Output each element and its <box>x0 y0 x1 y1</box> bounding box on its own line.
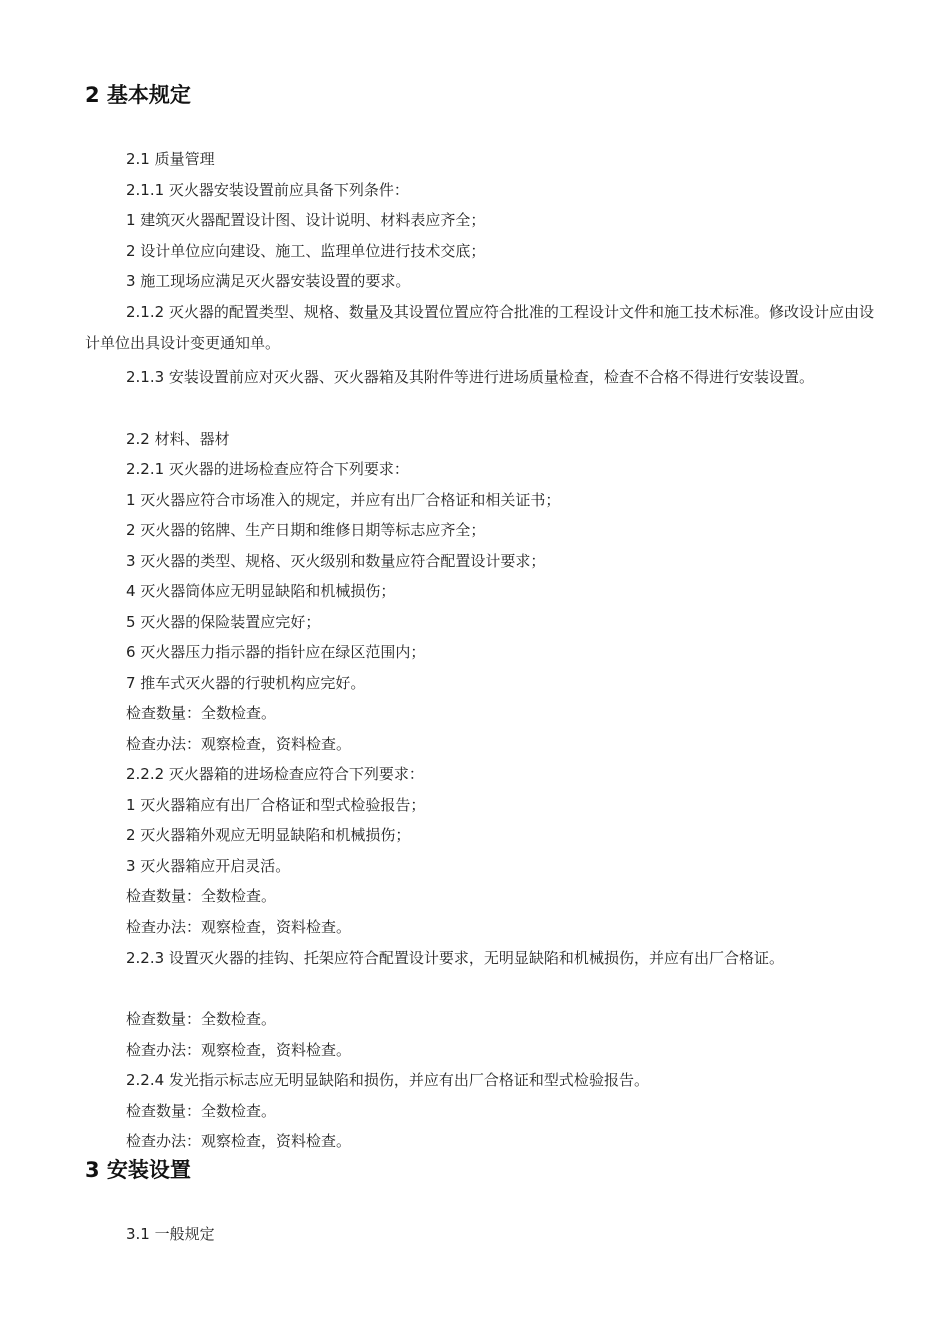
clause-2-1-1: 2.1.1 灭火器安装设置前应具备下列条件： <box>126 181 409 199</box>
clause-2-2-4: 2.2.4 发光指示标志应无明显缺陷和损伤，并应有出厂合格证和型式检验报告。 <box>126 1071 649 1089</box>
clause-2-2-2: 2.2.2 灭火器箱的进场检查应符合下列要求： <box>126 765 424 783</box>
item-2-1-1-2: 2 设计单位应向建设、施工、监理单位进行技术交底； <box>126 242 486 260</box>
inspect-quantity-3: 检查数量：全数检查。 <box>126 1010 277 1028</box>
item-2-1-1-1: 1 建筑灭火器配置设计图、设计说明、材料表应齐全； <box>126 211 486 229</box>
inspect-method-4: 检查办法：观察检查，资料检查。 <box>126 1132 352 1150</box>
item-2-2-1-1: 1 灭火器应符合市场准入的规定，并应有出厂合格证和相关证书； <box>126 491 561 509</box>
inspect-method-2: 检查办法：观察检查，资料检查。 <box>126 918 352 936</box>
item-2-2-1-5: 5 灭火器的保险装置应完好； <box>126 613 321 631</box>
item-2-1-1-3: 3 施工现场应满足灭火器安装设置的要求。 <box>126 272 411 290</box>
item-2-2-1-4: 4 灭火器筒体应无明显缺陷和机械损伤； <box>126 582 396 600</box>
item-2-2-1-3: 3 灭火器的类型、规格、灭火级别和数量应符合配置设计要求； <box>126 552 546 570</box>
section-2-heading: 2 基本规定 <box>85 83 191 107</box>
heading-2-1: 2.1 质量管理 <box>126 150 215 168</box>
heading-2-2: 2.2 材料、器材 <box>126 430 230 448</box>
inspect-quantity-2: 检查数量：全数检查。 <box>126 887 277 905</box>
section-3-heading: 3 安装设置 <box>85 1158 191 1182</box>
inspect-quantity-4: 检查数量：全数检查。 <box>126 1102 277 1120</box>
inspect-quantity-1: 检查数量：全数检查。 <box>126 704 277 722</box>
item-2-2-2-3: 3 灭火器箱应开启灵活。 <box>126 857 291 875</box>
inspect-method-1: 检查办法：观察检查，资料检查。 <box>126 735 352 753</box>
item-2-2-1-6: 6 灭火器压力指示器的指针应在绿区范围内； <box>126 643 426 661</box>
heading-3-1: 3.1 一般规定 <box>126 1225 215 1243</box>
clause-2-2-1: 2.2.1 灭火器的进场检查应符合下列要求： <box>126 460 409 478</box>
item-2-2-2-1: 1 灭火器箱应有出厂合格证和型式检验报告； <box>126 796 426 814</box>
inspect-method-3: 检查办法：观察检查，资料检查。 <box>126 1041 352 1059</box>
clause-2-2-3: 2.2.3 设置灭火器的挂钩、托架应符合配置设计要求，无明显缺陷和机械损伤，并应有出厂合格证。 <box>126 949 784 967</box>
item-2-2-1-7: 7 推车式灭火器的行驶机构应完好。 <box>126 674 366 692</box>
clause-2-1-3: 2.1.3 安装设置前应对灭火器、灭火器箱及其附件等进行进场质量检查，检查不合格不得进行安装设置。 <box>126 368 814 386</box>
item-2-2-2-2: 2 灭火器箱外观应无明显缺陷和机械损伤； <box>126 826 411 844</box>
item-2-2-1-2: 2 灭火器的铭牌、生产日期和维修日期等标志应齐全； <box>126 521 486 539</box>
clause-2-1-2: 2.1.2 灭火器的配置类型、规格、数量及其设置位置应符合批准的工程设计文件和施工技术标准。修改设计应由设计单位出具设计变更通知单。 <box>85 303 874 352</box>
